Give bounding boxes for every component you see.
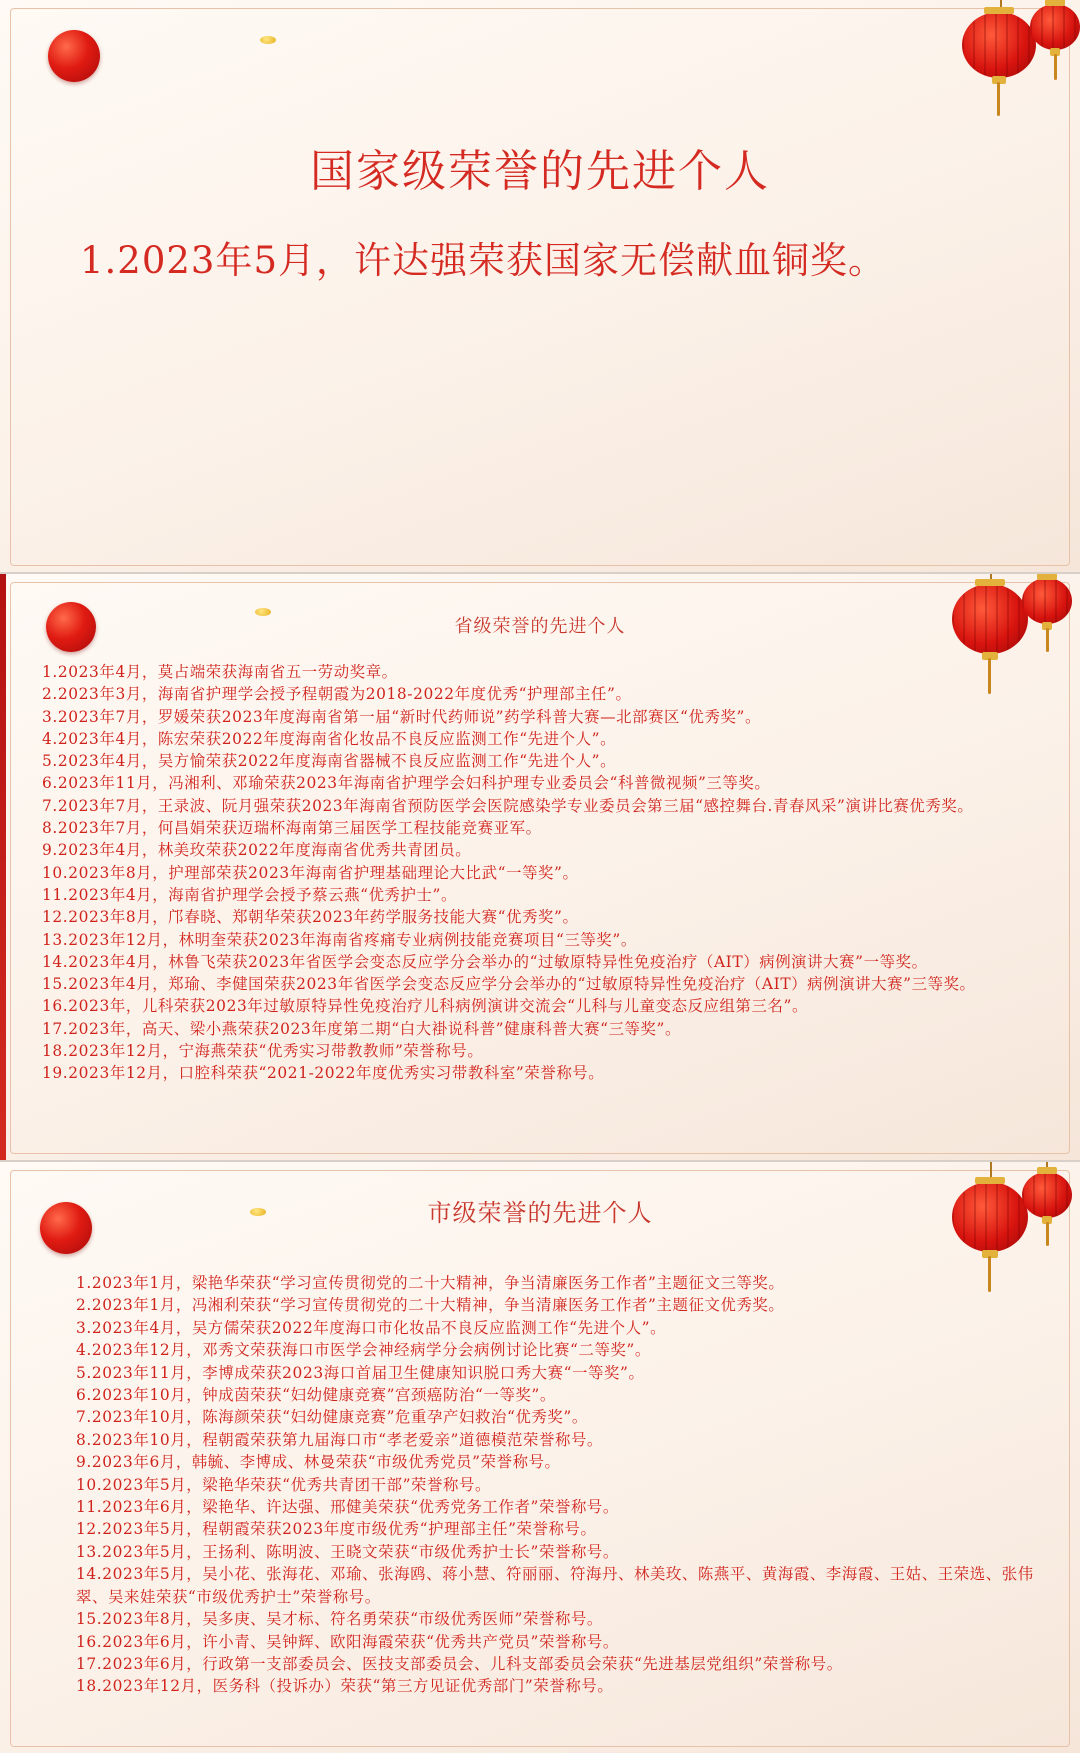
municipal-item: 13.2023年5月，王扬利、陈明波、王晓文荣获“市级优秀护士长”荣誉称号。 — [76, 1542, 619, 1561]
red-ball-ornament — [48, 30, 100, 82]
slide-edge — [0, 574, 6, 1160]
municipal-item: 18.2023年12月，医务科（投诉办）荣获“第三方见证优秀部门”荣誉称号。 — [76, 1677, 614, 1696]
municipal-item: 3.2023年4月，吴方儒荣获2022年度海口市化妆品不良反应监测工作“先进个人”。 — [76, 1318, 667, 1337]
provincial-item: 12.2023年8月，邝春晓、郑朝华荣获2023年药学服务技能大赛“优秀奖”。 — [42, 908, 579, 927]
municipal-item: 4.2023年12月，邓秀文荣获海口市医学会神经病学分会病例讨论比赛“二等奖”。 — [76, 1341, 651, 1360]
municipal-item: 9.2023年6月，韩毓、李博成、林曼荣获“市级优秀党员”荣誉称号。 — [76, 1453, 561, 1472]
provincial-item: 5.2023年4月，吴方愉荣获2022年度海南省器械不良反应监测工作“先进个人”。 — [42, 752, 617, 771]
provincial-item: 8.2023年7月，何昌娟荣获迈瑞杯海南第三届医学工程技能竞赛亚军。 — [42, 819, 542, 838]
section-title-provincial: 省级荣誉的先进个人 — [454, 616, 626, 637]
slide-frame — [10, 8, 1070, 566]
section-title-municipal: 市级荣誉的先进个人 — [427, 1199, 653, 1227]
provincial-item: 16.2023年，儿科荣获2023年过敏原特异性免疫治疗儿科病例演讲交流会“儿科与儿童变态反应组第三名”。 — [42, 997, 808, 1016]
provincial-item: 4.2023年4月，陈宏荣获2022年度海南省化妆品不良反应监测工作“先进个人”。 — [42, 729, 617, 748]
lantern-icon — [1030, 4, 1080, 50]
provincial-item: 2.2023年3月，海南省护理学会授予程朝霞为2018-2022年度优秀“护理部主任”。 — [42, 685, 632, 704]
gold-ingot-ornament — [260, 36, 276, 44]
national-item: 1.2023年5月，许达强荣获国家无偿献血铜奖。 — [80, 239, 887, 282]
municipal-item: 1.2023年1月，梁艳华荣获“学习宣传贯彻党的二十大精神，争当清廉医务工作者”主题征文三等奖。 — [76, 1274, 785, 1292]
provincial-item: 13.2023年12月，林明奎荣获2023年海南省疼痛专业病例技能竞赛项目“三等奖”。 — [42, 930, 637, 949]
municipal-item: 16.2023年6月，许小青、吴钟辉、欧阳海霞荣获“优秀共产党员”荣誉称号。 — [76, 1632, 619, 1651]
municipal-item: 11.2023年6月，梁艳华、许达强、邢健美荣获“优秀党务工作者”荣誉称号。 — [76, 1498, 619, 1517]
provincial-list — [42, 661, 1062, 1085]
lantern-icon — [962, 12, 1036, 78]
municipal-item: 5.2023年11月，李博成荣获2023海口首届卫生健康知识脱口秀大赛“一等奖”。 — [76, 1363, 645, 1382]
municipal-item: 12.2023年5月，程朝霞荣获2023年度市级优秀“护理部主任”荣誉称号。 — [76, 1520, 597, 1539]
municipal-item: 6.2023年10月，钟成茵荣获“妇幼健康竞赛”宫颈癌防治“一等奖”。 — [76, 1386, 556, 1405]
provincial-item: 19.2023年12月，口腔科荣获“2021-2022年度优秀实习带教科室”荣誉称号。 — [42, 1064, 605, 1083]
municipal-item: 10.2023年5月，梁艳华荣获“优秀共青团干部”荣誉称号。 — [76, 1475, 491, 1494]
provincial-item: 9.2023年4月，林美玫荣获2022年度海南省优秀共青团员。 — [42, 841, 472, 860]
provincial-item: 15.2023年4月，郑瑜、李健国荣获2023年省医学会变态反应学分会举办的“过敏原特异性免疫治疗（AIT）病例演讲大赛”三等奖。 — [42, 975, 976, 994]
page-title: 国家级荣誉的先进个人 — [310, 146, 770, 197]
provincial-item: 14.2023年4月，林鲁飞荣获2023年省医学会变态反应学分会举办的“过敏原特异性免疫治疗（AIT）病例演讲大赛”一等奖。 — [42, 952, 928, 971]
provincial-item: 11.2023年4月，海南省护理学会授予蔡云燕“优秀护士”。 — [42, 885, 457, 904]
provincial-item: 10.2023年8月，护理部荣获2023年海南省护理基础理论大比武“一等奖”。 — [42, 863, 579, 882]
municipal-item: 17.2023年6月，行政第一支部委员会、医技支部委员会、儿科支部委员会荣获“先进基层党组织”荣誉称号。 — [76, 1654, 843, 1673]
municipal-list — [76, 1272, 1056, 1698]
municipal-item: 7.2023年10月，陈海颜荣获“妇幼健康竞赛”危重孕产妇救治“优秀奖”。 — [76, 1408, 588, 1427]
municipal-item: 15.2023年8月，吴多庚、吴才标、符名勇荣获“市级优秀医师”荣誉称号。 — [76, 1610, 603, 1629]
municipal-item: 8.2023年10月，程朝霞荣获第九届海口市“孝老爱亲”道德模范荣誉称号。 — [76, 1430, 603, 1449]
provincial-item: 18.2023年12月，宁海燕荣获“优秀实习带教教师”荣誉称号。 — [42, 1042, 484, 1061]
lantern-tassel — [1054, 54, 1057, 80]
slide-national — [0, 0, 1080, 572]
provincial-item: 6.2023年11月，冯湘利、邓瑜荣获2023年海南省护理学会妇科护理专业委员会“科普微视频”三等奖。 — [42, 774, 771, 793]
lantern-tassel — [997, 82, 1000, 116]
provincial-item: 3.2023年7月，罗媛荣获2023年度海南省第一届“新时代药师说”药学科普大赛—北部赛区“优秀奖”。 — [42, 707, 761, 726]
provincial-item: 1.2023年4月，莫占端荣获海南省五一劳动奖章。 — [42, 663, 398, 681]
municipal-item: 2.2023年1月，冯湘利荣获“学习宣传贯彻党的二十大精神，争当清廉医务工作者”主题征文优秀奖。 — [76, 1296, 785, 1315]
municipal-item: 14.2023年5月，吴小花、张海花、邓瑜、张海鸥、蒋小慧、符丽丽、符海丹、林美玫、陈燕平、黄海霞、李海霞、王姑、王荣选、张伟翠、吴来娃荣获“市级优秀护士”荣誉称号。 — [76, 1565, 1034, 1606]
provincial-item: 17.2023年，高天、梁小燕荣获2023年度第二期“白大褂说科普”健康科普大赛“三等奖”。 — [42, 1019, 681, 1038]
provincial-item: 7.2023年7月，王录波、阮月强荣获2023年海南省预防医学会医院感染学专业委员会第三届“感控舞台.青春风采”演讲比赛优秀奖。 — [42, 796, 974, 815]
